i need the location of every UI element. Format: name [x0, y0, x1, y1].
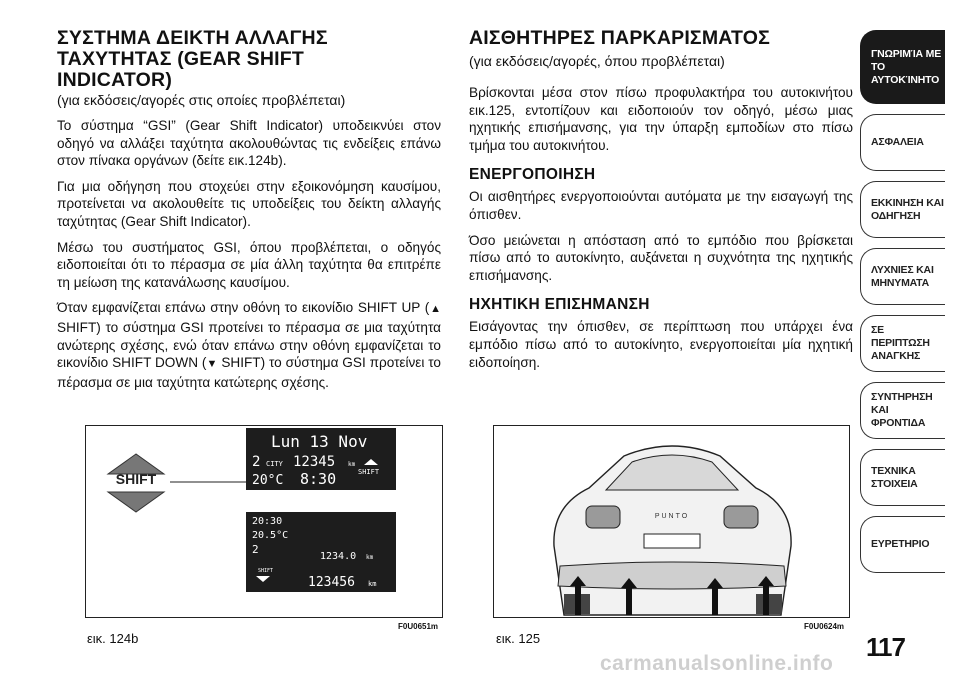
lcd-trip-unit: km — [366, 554, 374, 561]
lcd-temperature: 20°C — [252, 473, 284, 488]
tab-technical-data[interactable] — [860, 449, 945, 506]
tab-label: ΕΚΚΙΝΗΣΗ ΚΑΙ ΟΔΗΓΗΣΗ — [871, 196, 944, 222]
gsi-p4-part-c: SHIFT) το σύστημα GSI προτείνει το πέρασμα σε μια ταχύτητα κατώτερης σχέσης. — [57, 355, 441, 390]
figure-124b-caption: εικ. 124b — [87, 631, 139, 646]
figure-124b — [85, 425, 443, 618]
figure-125-code: F0U0624m — [804, 622, 845, 631]
lcd-odometer-small: 123456 — [308, 575, 355, 590]
figure-124b-code: F0U0651m — [398, 622, 439, 631]
gsi-title-line: ΣΥΣΤΗΜΑ ΔΕΙΚΤΗ ΑΛΛΑΓΗΣ — [57, 27, 328, 49]
lcd-display-top — [246, 428, 396, 490]
left-column — [57, 28, 441, 399]
tab-index[interactable] — [860, 516, 945, 573]
lcd-time: 8:30 — [300, 470, 337, 488]
gsi-paragraph-2: Για μια οδήγηση που στοχεύει στην εξοικονόμηση καυσίμου, προτείνεται να ακολουθείτε τις υποδείξεις του δείκτη αλλαγής ταχύτητας (Gear Shift Indicator). — [57, 178, 441, 229]
gsi-p4-part-b: SHIFT) το σύστημα GSI προτείνει το πέρασμα σε μια ταχύτητα ανώτερης σχέσης, ενώ όταν επάνω στην οθόνη εμφανίζεται το εικονίδιο SHIFT DOWN ( — [57, 319, 441, 371]
lcd-gear-small: 2 — [252, 543, 259, 556]
lcd-shift-label-small: SHIFT — [258, 568, 274, 574]
chapter-sidebar — [860, 30, 945, 583]
watermark: carmanualsonline.info — [600, 652, 834, 675]
shift-up-down-icon — [108, 454, 164, 512]
lcd-mode: CITY — [266, 460, 283, 468]
parking-paragraph-4: Εισάγοντας την όπισθεν, σε περίπτωση που υπάρχει ένα εμπόδιο πίσω από το αυτοκίνητο, ενεργοποιείται μία ηχητική ειδοποίηση. — [469, 319, 853, 370]
lcd-odometer-unit-small: km — [368, 580, 377, 588]
parking-paragraph-2: Οι αισθητήρες ενεργοποιούνται αυτόματα με την εισαγωγή της όπισθεν. — [469, 189, 853, 222]
right-column — [469, 28, 853, 379]
parking-paragraph-3: Όσο μειώνεται η απόσταση από το εμπόδιο που βρίσκεται πίσω από το αυτοκίνητο, αυξάνεται η συχνότητα της ηχητικής επισήμανσης. — [469, 232, 853, 283]
gsi-title — [57, 28, 441, 91]
parking-subtitle: (για εκδόσεις/αγορές, όπου προβλέπεται) — [469, 53, 725, 69]
figure-125-caption: εικ. 125 — [496, 631, 541, 646]
tail-light-left — [586, 506, 620, 528]
tab-maintenance[interactable] — [860, 382, 945, 439]
lcd-display-bottom — [246, 512, 396, 592]
gsi-subtitle: (για εκδόσεις/αγορές στις οποίες προβλέπεται) — [57, 92, 346, 108]
parking-paragraph-1: Βρίσκονται μέσα στον πίσω προφυλακτήρα του αυτοκινήτου εικ.125, εντοπίζουν και ειδοποιούν τον οδηγό, μέσω μιας ηχητικής επισήμανσης, για την ύπαρξη εμποδίων στο πίσω τμήμα του αυτοκινήτου. — [469, 85, 853, 153]
tab-starting-driving[interactable] — [860, 181, 945, 238]
triangle-up-icon: ▲ — [429, 303, 441, 316]
tab-label: ΛΥΧΝΙΕΣ ΚΑΙ ΜΗΝΥΜΑΤΑ — [871, 263, 934, 289]
shift-badge-label: SHIFT — [115, 471, 157, 487]
tab-safety[interactable] — [860, 114, 945, 171]
tab-label: ΤΕΧΝΙΚΑ ΣΤΟΙΧΕΙΑ — [871, 464, 918, 490]
lcd-temperature-small: 20.5°C — [252, 530, 289, 541]
tab-label: ΑΣΦΑΛΕΙΑ — [871, 136, 924, 148]
parking-title: ΑΙΣΘΗΤΗΡΕΣ ΠΑΡΚΑΡΙΣΜΑΤΟΣ — [469, 27, 770, 49]
tail-light-right — [724, 506, 758, 528]
rear-bumper — [558, 562, 786, 589]
gsi-illustration — [86, 426, 442, 617]
gsi-p4-part-a: Όταν εμφανίζεται επάνω στην οθόνη το εικονίδιο SHIFT UP ( — [57, 300, 430, 316]
gsi-paragraph-1: Το σύστημα “GSI” (Gear Shift Indicator) υποδεικνύει στον οδηγό να αλλάξει ταχύτητα ακολουθώντας τις ενδείξεις επάνω στον πίνακα οργάνων (δείτε εικ.124b). — [57, 118, 441, 169]
lcd-odometer-unit: km — [348, 461, 356, 468]
tab-label: ΓΝΩΡΙΜΊΑ ΜΕ ΤΟ ΑΥΤΟΚΊΝΗΤΟ — [871, 47, 942, 86]
car-badge: PUNTO — [654, 513, 690, 520]
lcd-gear: 2 — [252, 454, 261, 470]
page-number: 117 — [866, 632, 905, 662]
tab-lights-messages[interactable] — [860, 248, 945, 305]
gsi-title-line: ΤΑΧΥΤΗΤΑΣ (GEAR SHIFT — [57, 48, 304, 70]
lcd-trip: 1234.0 — [320, 551, 357, 562]
tab-label: ΣΥΝΤΗΡΗΣΗ ΚΑΙ ΦΡΟΝΤΙΔΑ — [871, 391, 933, 429]
tab-getting-to-know-car[interactable] — [860, 30, 945, 104]
tab-emergency[interactable] — [860, 315, 945, 372]
section-heading-audible-signal: ΗΧΗΤΙΚΗ ΕΠΙΣΗΜΑΝΣΗ — [469, 296, 650, 314]
car-rear-illustration — [494, 426, 849, 617]
figure-125 — [493, 425, 850, 618]
gsi-paragraph-4 — [57, 299, 441, 391]
license-plate — [644, 534, 700, 548]
lcd-odometer: 12345 — [293, 454, 336, 470]
section-heading-activation: ΕΝΕΡΓΟΠΟΙΗΣΗ — [469, 166, 596, 184]
lcd-date: Lun 13 Nov — [271, 432, 368, 451]
gsi-title-line: INDICATOR) — [57, 69, 173, 91]
lcd-shift-label: SHIFT — [358, 468, 380, 476]
triangle-down-icon: ▼ — [206, 358, 218, 371]
lcd-time-small: 20:30 — [252, 516, 283, 527]
gsi-paragraph-3: Μέσω του συστήματος GSI, όπου προβλέπεται, ο οδηγός ειδοποιείται ότι το πέρασμα σε μία άλλη ταχύτητα θα επιτρέπε τη μείωση της κατανάλωσης καυσίμου. — [57, 239, 441, 290]
tab-label: ΕΥΡΕΤΗΡΙΟ — [871, 538, 930, 550]
tab-label: ΣΕ ΠΕΡΙΠΤΩΣΗ ΑΝΑΓΚΗΣ — [871, 324, 930, 362]
